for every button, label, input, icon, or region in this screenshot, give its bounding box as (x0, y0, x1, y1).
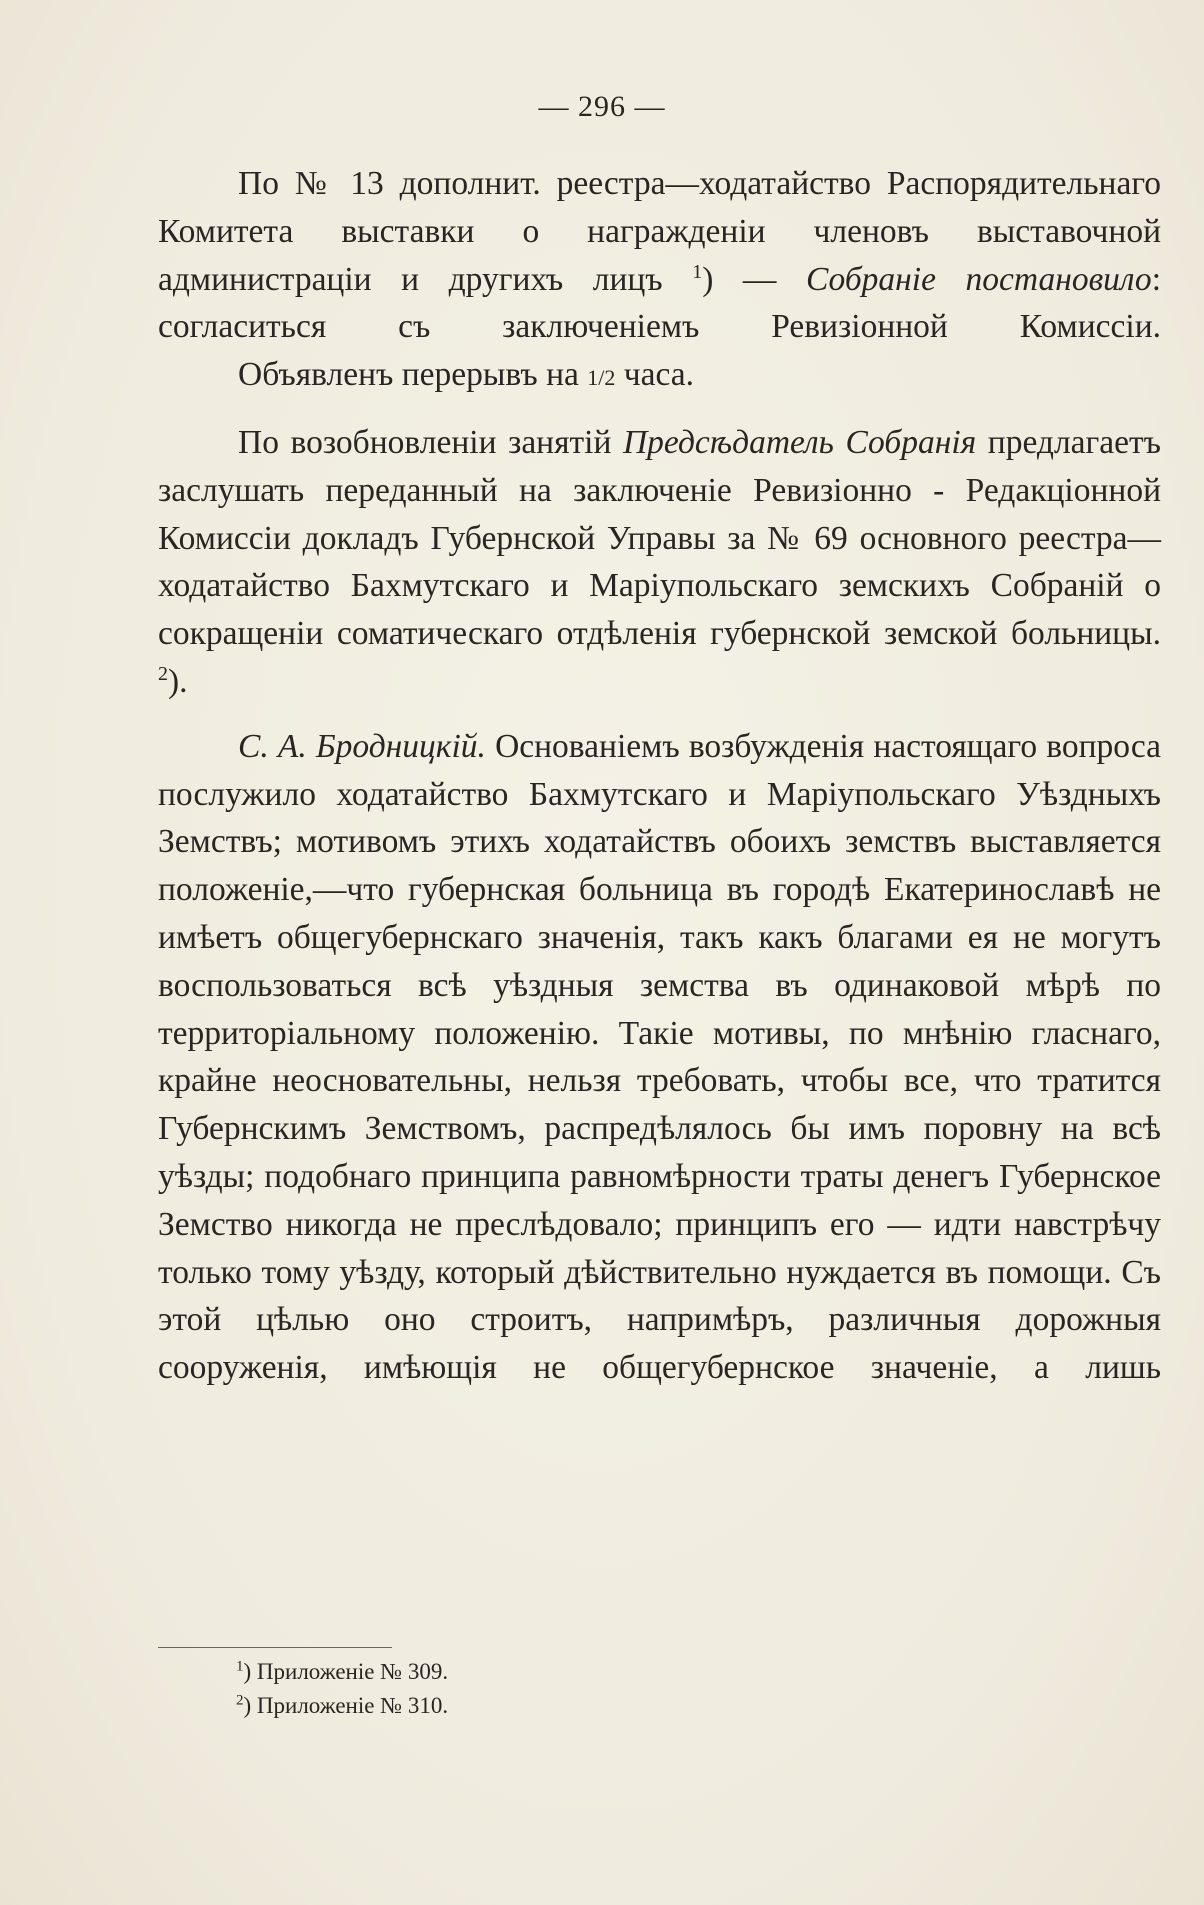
paragraph-1 (158, 160, 1161, 351)
paragraph-1-text-a: По № 13 дополнит. реестра—ходатайство Распорядительнаго Комитета выставки о награжденіи членовъ выставочной администраціи и другихъ лицъ (158, 165, 1161, 298)
footnote-2-text: ) Приложеніе № 310. (243, 1693, 449, 1718)
fraction-half: 1/2 (587, 365, 616, 391)
paragraph-1-text-b: ) — (702, 260, 806, 298)
paragraph-3-italic: Предсѣдатель Собранія (622, 423, 977, 461)
paragraph-3 (158, 419, 1161, 706)
paragraph-2-text-b: часа. (615, 356, 694, 394)
paragraph-3-text-b: предлагаетъ заслушать переданный на заключеніе Ревизіонно - Редакціонной Комиссіи докладъ Губернской Управы за № 69 основного реестра—ходатайство Бахмутскаго и Маріупольскаго земскихъ Собраній о сокращеніи соматическаго отдѣленія губернской земской больницы. (158, 423, 1161, 653)
footnote-2 (236, 1689, 836, 1723)
footnote-2-mark: 2 (236, 1692, 244, 1709)
body-text (158, 160, 1161, 1392)
speaker-name: С. А. Бродницкій. (238, 727, 486, 765)
paragraph-1-italic: Собраніе постановило (805, 260, 1152, 298)
footnote-1-mark: 1 (236, 1658, 244, 1675)
footnote-1-text: ) Приложеніе № 309. (243, 1659, 449, 1684)
paragraph-3-text-a: По возобновленіи занятій (238, 423, 623, 461)
footnote-1 (236, 1655, 836, 1689)
footnotes (236, 1655, 836, 1723)
paragraph-3-text-c: ). (168, 662, 188, 700)
page-number: — 296 — (538, 90, 666, 123)
footnote-ref-1: 1 (692, 260, 703, 283)
paragraph-4-text: Основаніемъ возбужденія настоящаго вопроса послужило ходатайство Бахмутскаго и Маріупольскаго Уѣздныхъ Земствъ; мотивомъ этихъ ходатайствъ обоихъ земствъ выставляется положеніе,—что губернская больница въ городѣ Екатеринославѣ не имѣетъ общегубернскаго значенія, такъ какъ благами ея не могутъ воспользоваться всѣ уѣздныя земства въ одинаковой мѣрѣ по территоріальному положенію. Такіе мотивы, по мнѣнію гласнаго, крайне неосновательны, нельзя требовать, чтобы все, что тратится Губернскимъ Земствомъ, распредѣлялось бы имъ поровну на всѣ уѣзды; подобнаго принципа равномѣрности траты денегъ Губернское Земство никогда не преслѣдовало; принципъ его — идти навстрѣчу только тому уѣзду, который дѣйствительно нуждается въ помощи. Съ этой цѣлью оно строитъ, напримѣръ, различныя дорожныя сооруженія, имѣющія не общегубернское значеніе, а лишь (158, 727, 1161, 1387)
footnote-ref-2: 2 (158, 662, 168, 685)
paragraph-2 (158, 351, 1161, 402)
paragraph-2-text-a: Объявленъ перерывъ на (238, 356, 588, 394)
paragraph-4 (158, 723, 1161, 1392)
footnote-divider (158, 1647, 392, 1648)
paragraph-1-text-c: : согласиться съ заключеніемъ Ревизіонной Комиссіи. (158, 260, 1161, 346)
